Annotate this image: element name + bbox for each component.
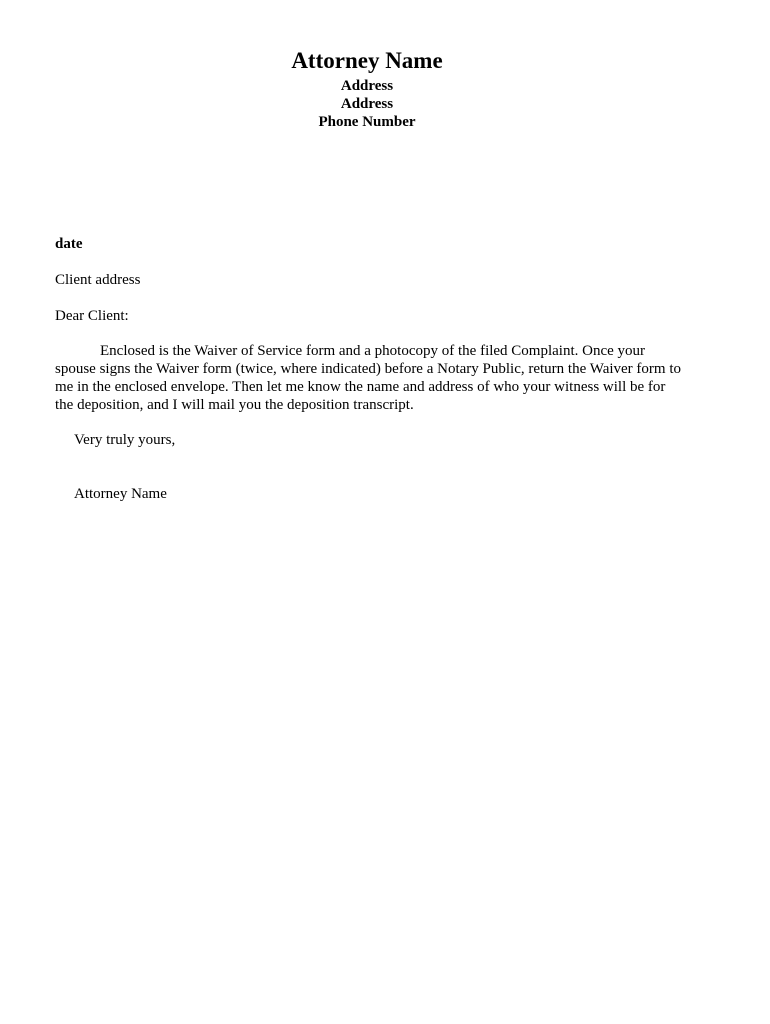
signature-name: Attorney Name [74, 486, 167, 502]
closing: Very truly yours, [74, 432, 176, 448]
letterhead [0, 44, 734, 131]
letter-date: date [55, 236, 83, 252]
client-address: Client address [55, 272, 141, 288]
phone-number: Phone Number [318, 114, 416, 130]
salutation: Dear Client: [55, 308, 129, 324]
address-line-2: Address [340, 96, 394, 112]
address-line-1: Address [340, 78, 394, 94]
letter-body-paragraph: Enclosed is the Waiver of Service form and a photocopy of the filed Complaint. Once your spouse signs the Waiver form (twice, where indicated) before a Notary Public, return the Waiver form to me in the enclosed envelope. Then let me know the name and address of who your witness will be for the deposition, and I will mail you the deposition transcript. [55, 343, 681, 413]
attorney-name-heading: Attorney Name [291, 48, 443, 73]
